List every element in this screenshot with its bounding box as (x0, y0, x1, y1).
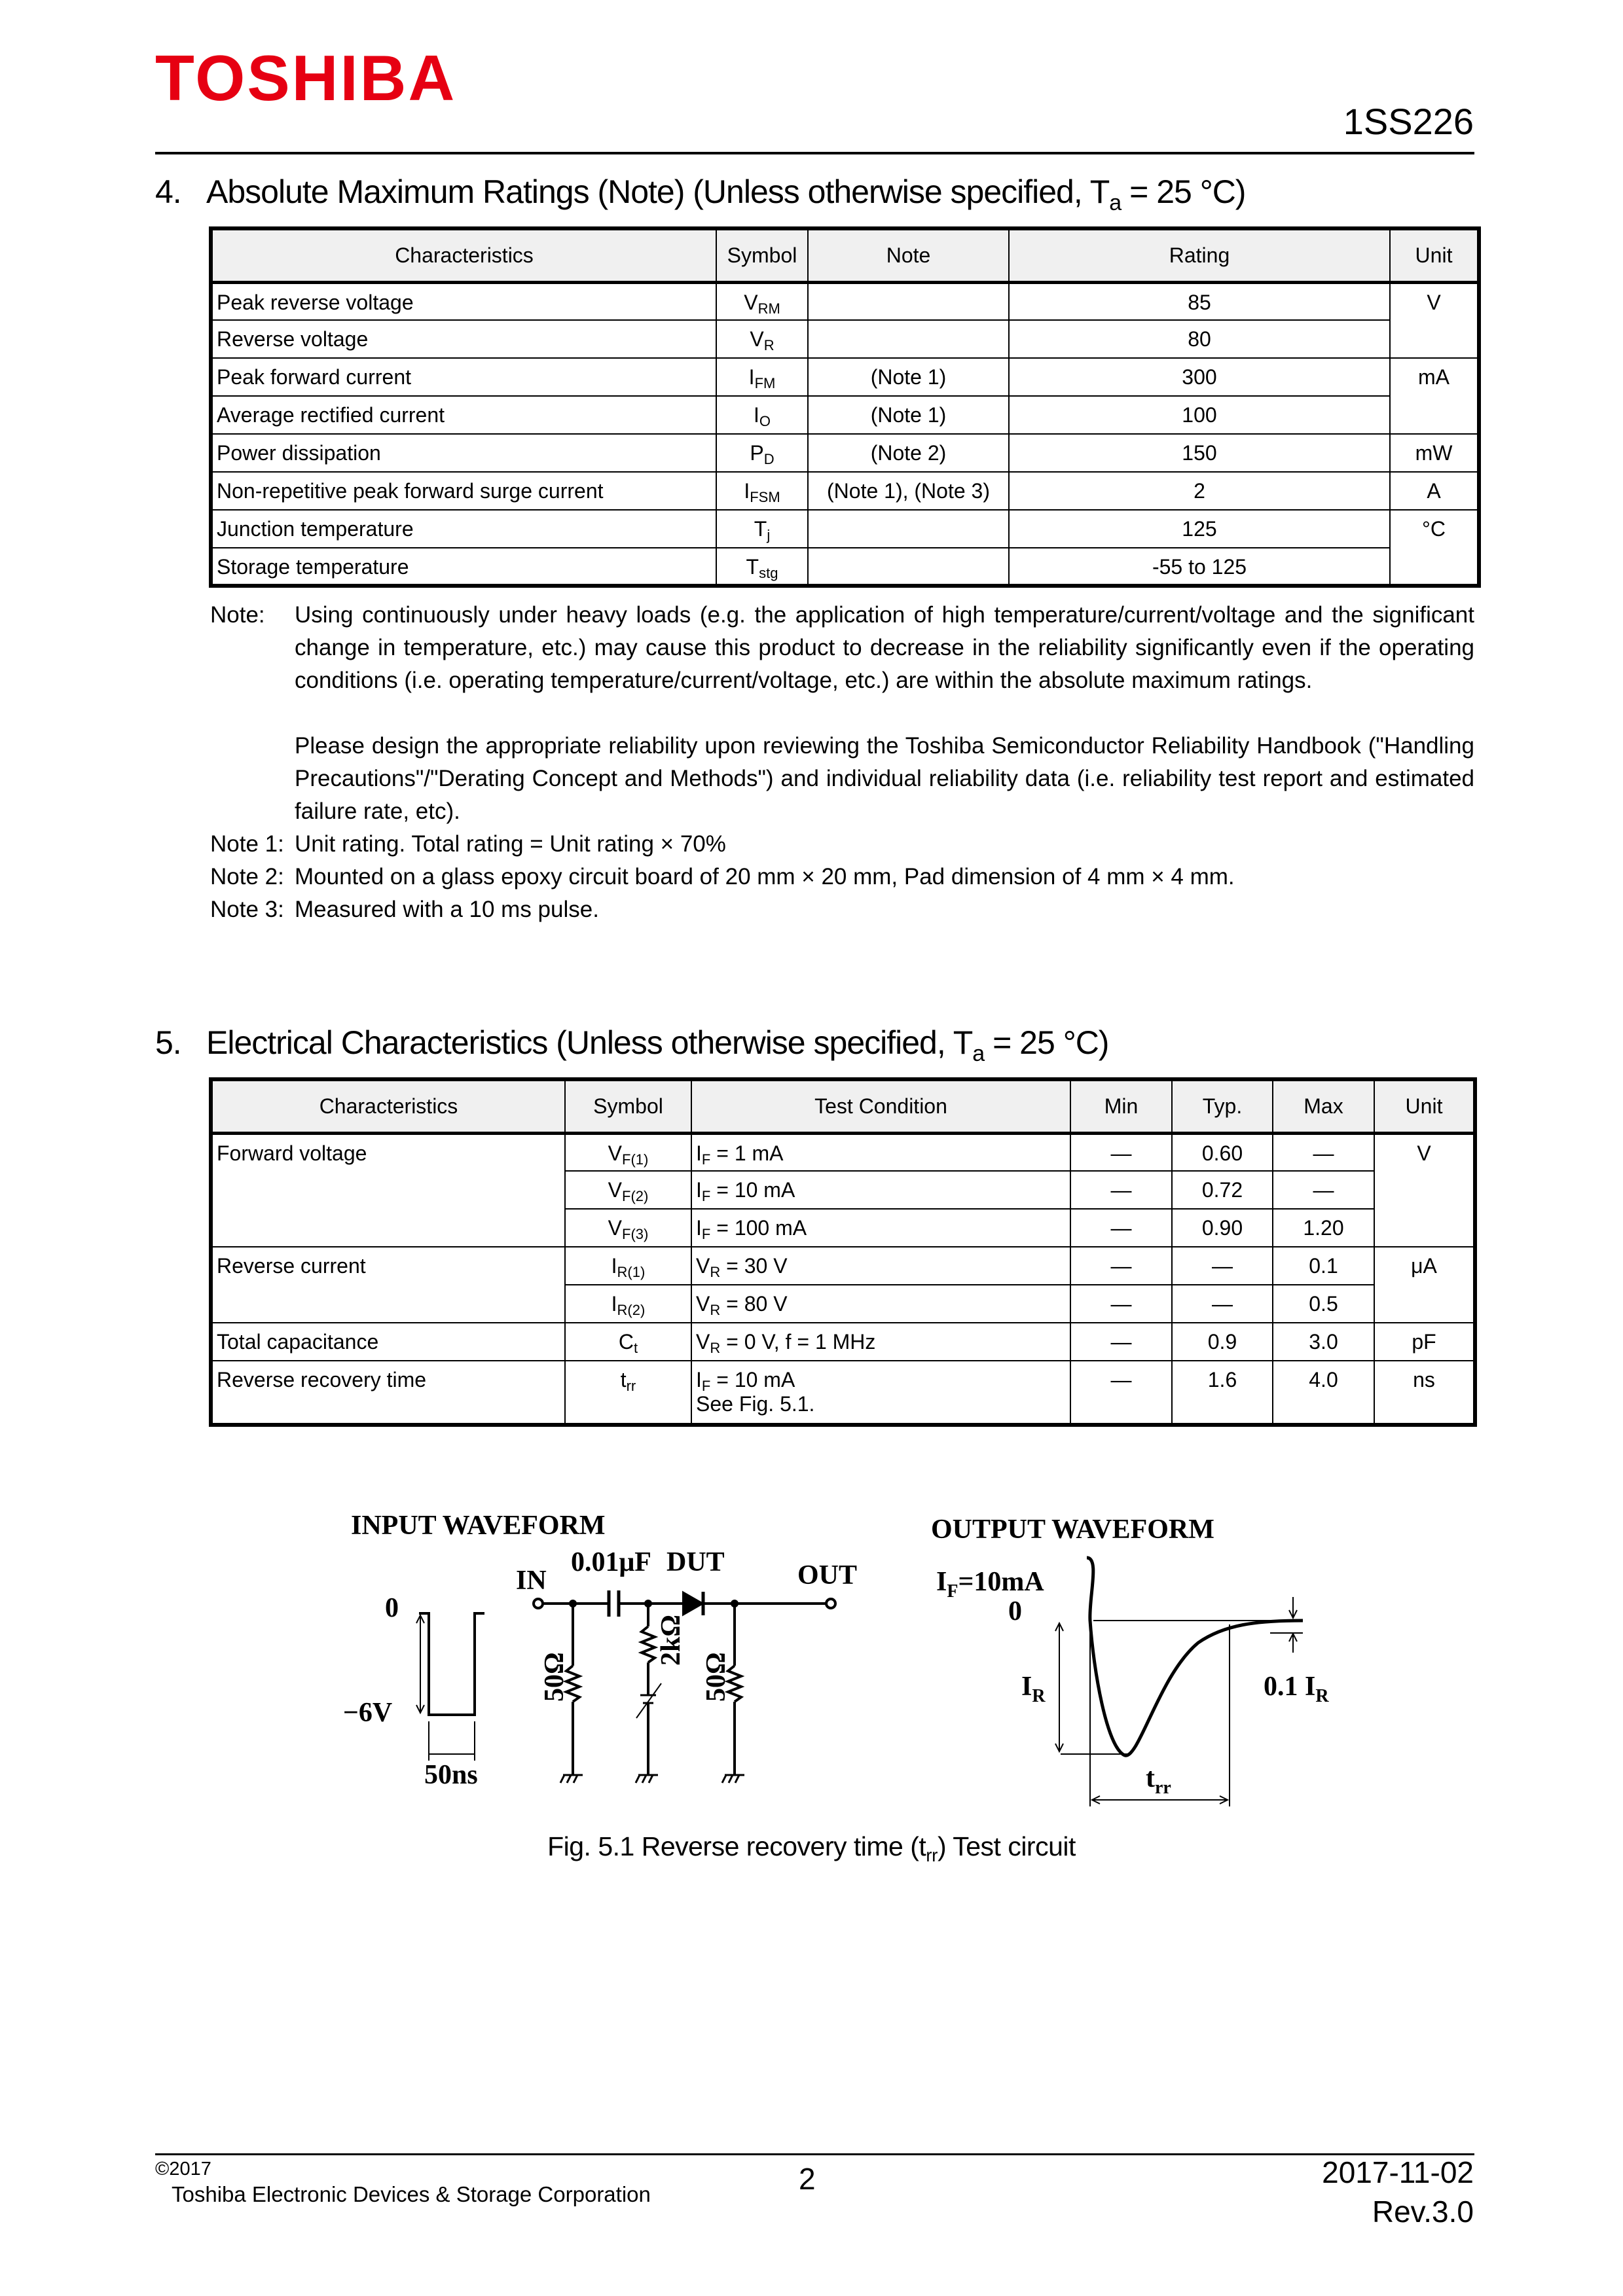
col-max: Max (1273, 1079, 1374, 1133)
header-rule (155, 152, 1474, 154)
cell-typ: 0.9 (1172, 1323, 1273, 1361)
section5-title (155, 1026, 1108, 1065)
cell-symbol: $I_{R(1)}$ (565, 1247, 691, 1285)
cell-unit: pF (1374, 1323, 1475, 1361)
cell-rating: 80 (1009, 320, 1390, 358)
note-label: Note: (210, 602, 265, 628)
cell-rating: 85 (1009, 282, 1390, 320)
r-input-label: 50Ω (539, 1652, 570, 1702)
cell-note (808, 548, 1009, 586)
cell-note (808, 282, 1009, 320)
section5-title-text: Electrical Characteristics (Unless otherwise specified, T (206, 1024, 973, 1061)
cell-condition: $I_F = 100$ mA (691, 1209, 1070, 1247)
cell-typ: 1.6 (1172, 1361, 1273, 1425)
neg6v-label: −6V (343, 1698, 393, 1728)
zero-out-label: 0 (1008, 1596, 1022, 1626)
cell-symbol: $T_j$ (716, 510, 808, 548)
revision-number: Rev.3.0 (1372, 2195, 1474, 2229)
col-unit: Unit (1374, 1079, 1475, 1133)
cell-symbol: $I_O$ (716, 396, 808, 434)
cell-char: Peak reverse voltage (211, 282, 716, 320)
ir-label: $I_R$ (1021, 1672, 1046, 1706)
table-row (211, 282, 1479, 320)
cell-symbol: $I_{FSM}$ (716, 472, 808, 510)
table-row (211, 358, 1479, 396)
copyright: ©2017 (155, 2159, 211, 2179)
cell-char: Forward voltage (211, 1133, 565, 1247)
resistor-bias (642, 1626, 655, 1662)
note-paragraph-2: Please design the appropriate reliability upon reviewing the Toshiba Semiconductor Reliability Handbook ("Handling Precautions"/"Derating Concept and Methods") and individual reliability data (i.e. reliability test report and estimated failure rate, etc). (295, 733, 1474, 824)
cell-char: Junction temperature (211, 510, 716, 548)
note3-text: Measured with a 10 ms pulse. (295, 897, 599, 922)
table-row (211, 1133, 1475, 1171)
cell-char: Reverse recovery time (211, 1361, 565, 1425)
cell-rating: 100 (1009, 396, 1390, 434)
cell-max: — (1273, 1133, 1374, 1171)
cell-min: — (1070, 1209, 1172, 1247)
in-terminal (534, 1599, 543, 1608)
cell-note: (Note 1), (Note 3) (808, 472, 1009, 510)
cell-symbol: $V_R$ (716, 320, 808, 358)
cell-max: 0.1 (1273, 1247, 1374, 1285)
cell-note: (Note 2) (808, 434, 1009, 472)
table-row (211, 1323, 1475, 1361)
note2-label: Note 2: (210, 864, 284, 889)
table-row (211, 510, 1479, 548)
cell-condition: $I_F = 10$ mA See Fig. 5.1. (691, 1361, 1070, 1425)
section4-title-text: Absolute Maximum Ratings (Note) (Unless otherwise specified, T (206, 173, 1110, 210)
zero-label: 0 (385, 1593, 399, 1623)
revision-date: 2017-11-02 (1322, 2155, 1474, 2189)
capacitor-label: 0.01μF (571, 1547, 651, 1577)
col-test-condition: Test Condition (691, 1079, 1070, 1133)
r-bias-label: 2kΩ (656, 1615, 686, 1666)
toshiba-logo: TOSHIBA (155, 42, 457, 114)
cell-char: Power dissipation (211, 434, 716, 472)
output-waveform-label: OUTPUT WAVEFORM (931, 1515, 1214, 1545)
note1-label: Note 1: (210, 831, 284, 857)
cell-char: Storage temperature (211, 548, 716, 586)
if-label: $I_F=10mA$ (936, 1567, 1044, 1602)
col-symbol: Symbol (716, 228, 808, 282)
col-typ: Typ. (1172, 1079, 1273, 1133)
cell-unit: mW (1390, 434, 1479, 472)
cell-typ: 0.72 (1172, 1171, 1273, 1209)
cell-condition: $V_R = 0$ V, f = 1 MHz (691, 1323, 1070, 1361)
section4-title-sub: a (1109, 190, 1122, 215)
cell-typ: 0.60 (1172, 1133, 1273, 1171)
cell-symbol: $V_{RM}$ (716, 282, 808, 320)
company-name: Toshiba Electronic Devices & Storage Corporation (172, 2182, 651, 2206)
r-output-label: 50Ω (701, 1652, 731, 1702)
section4-number: 4. (155, 173, 181, 210)
col-characteristics: Characteristics (211, 1079, 565, 1133)
footer-rule (155, 2153, 1474, 2155)
table-row (211, 1247, 1475, 1285)
cell-symbol: $I_{FM}$ (716, 358, 808, 396)
col-characteristics: Characteristics (211, 228, 716, 282)
trr-test-circuit-figure (327, 1505, 1375, 1820)
section5-title-sub: a (972, 1041, 985, 1066)
trr-label: $t_{rr}$ (1146, 1763, 1171, 1798)
cell-note (808, 510, 1009, 548)
cell-condition: $I_F = 1$ mA (691, 1133, 1070, 1171)
cell-typ: — (1172, 1247, 1273, 1285)
cell-max: 3.0 (1273, 1323, 1374, 1361)
cell-max: 1.20 (1273, 1209, 1374, 1247)
cell-note (808, 320, 1009, 358)
figure-caption: Fig. 5.1 Reverse recovery time $(t_{rr})$ Test circuit (547, 1831, 1076, 1866)
cell-unit: mA (1390, 358, 1479, 434)
section4-title (155, 175, 1245, 214)
cell-rating: 125 (1009, 510, 1390, 548)
cell-char: Reverse voltage (211, 320, 716, 358)
table-row (211, 320, 1479, 358)
cell-symbol: $V_{F(3)}$ (565, 1209, 691, 1247)
cell-condition: $I_F = 10$ mA (691, 1171, 1070, 1209)
page-number: 2 (799, 2162, 816, 2196)
input-waveform-label: INPUT WAVEFORM (351, 1511, 606, 1541)
cell-min: — (1070, 1171, 1172, 1209)
cell-condition: $V_R = 30$ V (691, 1247, 1070, 1285)
table-row (211, 472, 1479, 510)
out-terminal (826, 1599, 835, 1608)
cell-min: — (1070, 1285, 1172, 1323)
cell-symbol: $C_t$ (565, 1323, 691, 1361)
cell-symbol: $I_{R(2)}$ (565, 1285, 691, 1323)
cell-symbol: $t_{rr}$ (565, 1361, 691, 1425)
cell-rating: 2 (1009, 472, 1390, 510)
cell-rating: -55 to 125 (1009, 548, 1390, 586)
input-waveform (419, 1613, 484, 1715)
cell-unit: μA (1374, 1247, 1475, 1323)
percent-ir-label: 0.1 $I_R$ (1264, 1672, 1329, 1706)
in-label: IN (516, 1566, 547, 1596)
col-rating: Rating (1009, 228, 1390, 282)
table-row (211, 396, 1479, 434)
section4-title-tail: = 25 °C) (1121, 173, 1246, 210)
table-row (211, 1361, 1475, 1425)
output-waveform (1087, 1558, 1303, 1755)
ground-icon (560, 1775, 744, 1783)
cell-min: — (1070, 1361, 1172, 1425)
cell-unit: V (1374, 1133, 1475, 1247)
electrical-characteristics-table (209, 1077, 1477, 1427)
absolute-max-ratings-table (209, 226, 1481, 588)
note-paragraph-1: Using continuously under heavy loads (e.g. the application of high temperature/current/voltage and the significant change in temperature, etc.) may cause this product to decrease in the reliability significantly even if the operating conditions (i.e. operating temperature/current/voltage, etc.) are within the absolute maximum ratings. (295, 602, 1474, 693)
cell-min: — (1070, 1323, 1172, 1361)
cell-symbol: $V_{F(2)}$ (565, 1171, 691, 1209)
note2-text: Mounted on a glass epoxy circuit board of 20 mm × 20 mm, Pad dimension of 4 mm × 4 mm. (295, 864, 1235, 889)
section5-title-tail: = 25 °C) (984, 1024, 1109, 1061)
table-row (211, 434, 1479, 472)
cell-max: 0.5 (1273, 1285, 1374, 1323)
cell-typ: — (1172, 1285, 1273, 1323)
cell-min: — (1070, 1247, 1172, 1285)
cell-unit: °C (1390, 510, 1479, 586)
part-number: 1SS226 (1343, 101, 1474, 142)
cell-char: Total capacitance (211, 1323, 565, 1361)
cell-max: 4.0 (1273, 1361, 1374, 1425)
cell-rating: 150 (1009, 434, 1390, 472)
cell-char: Non-repetitive peak forward surge current (211, 472, 716, 510)
cell-max: — (1273, 1171, 1374, 1209)
note1-text: Unit rating. Total rating = Unit rating × 70% (295, 831, 726, 857)
col-unit: Unit (1390, 228, 1479, 282)
cell-symbol: $P_D$ (716, 434, 808, 472)
cell-symbol: $T_{stg}$ (716, 548, 808, 586)
cell-min: — (1070, 1133, 1172, 1171)
pulse-width-label: 50ns (424, 1760, 478, 1790)
col-symbol: Symbol (565, 1079, 691, 1133)
cell-unit: A (1390, 472, 1479, 510)
table-row (211, 548, 1479, 586)
dut-diode (684, 1593, 702, 1614)
cell-symbol: $V_{F(1)}$ (565, 1133, 691, 1171)
out-label: OUT (797, 1560, 858, 1590)
cell-rating: 300 (1009, 358, 1390, 396)
cell-typ: 0.90 (1172, 1209, 1273, 1247)
col-note: Note (808, 228, 1009, 282)
cell-char: Reverse current (211, 1247, 565, 1323)
col-min: Min (1070, 1079, 1172, 1133)
cell-char: Average rectified current (211, 396, 716, 434)
cell-condition: $V_R = 80$ V (691, 1285, 1070, 1323)
cell-note: (Note 1) (808, 396, 1009, 434)
cell-note: (Note 1) (808, 358, 1009, 396)
note3-label: Note 3: (210, 897, 284, 922)
dut-label: DUT (666, 1547, 725, 1577)
cell-unit: V (1390, 282, 1479, 358)
section5-number: 5. (155, 1024, 181, 1061)
cell-char: Peak forward current (211, 358, 716, 396)
cell-unit: ns (1374, 1361, 1475, 1425)
